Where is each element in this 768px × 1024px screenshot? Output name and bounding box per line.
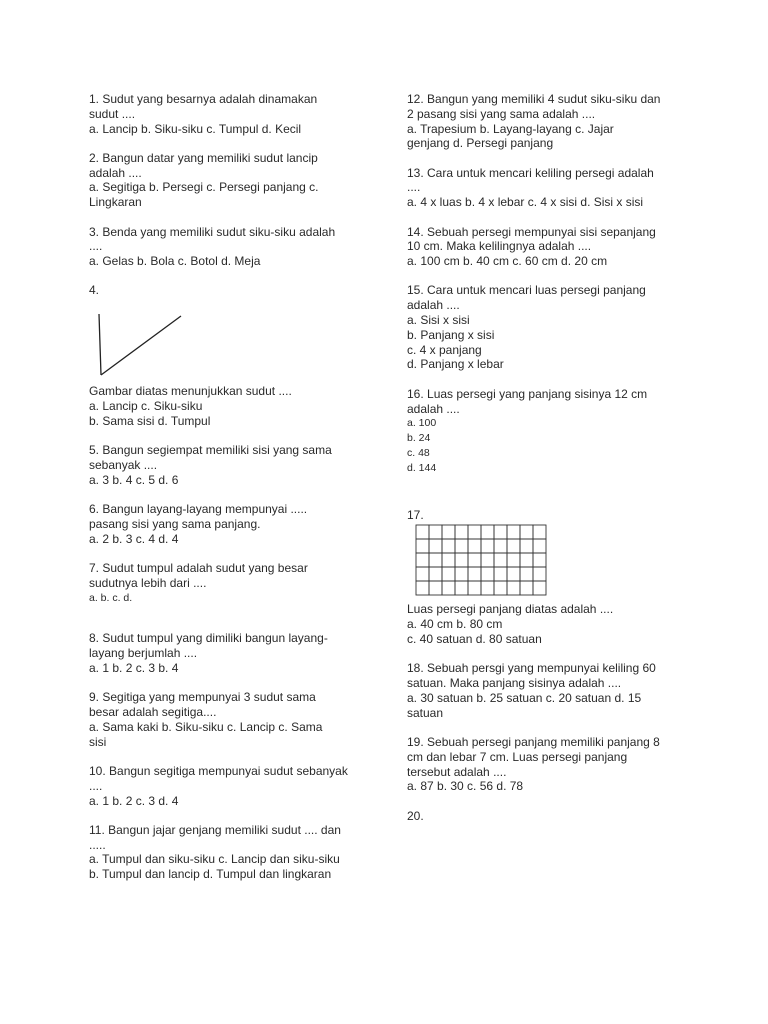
- question-18: 18. Sebuah persgi yang mempunyai keliling 60 satuan. Maka panjang sisinya adalah .... a. 30 satuan b. 25 satuan c. 20 satuan d. 15 satuan: [407, 661, 656, 720]
- grid-cell: [494, 553, 507, 567]
- angle-ray-diagonal: [101, 316, 181, 375]
- question-8: 8. Sudut tumpul yang dimiliki bangun layang- layang berjumlah .... a. 1 b. 2 c. 3 b. 4: [89, 631, 328, 675]
- question-4-number: 4.: [89, 283, 100, 298]
- grid-cell: [520, 581, 533, 595]
- grid-cell: [481, 525, 494, 539]
- grid-cell: [416, 567, 429, 581]
- left-column: [89, 92, 369, 896]
- grid-cell: [507, 553, 520, 567]
- question-10: 10. Bangun segitiga mempunyai sudut sebanyak .... a. 1 b. 2 c. 3 d. 4: [89, 763, 348, 808]
- angle-ray-vertical: [99, 314, 101, 375]
- grid-cell: [533, 539, 546, 553]
- question-13: 13. Cara untuk mencari keliling persegi adalah .... a. 4 x luas b. 4 x lebar c. 4 x sisi d. Sisi x sisi: [407, 165, 654, 210]
- grid-cell: [494, 539, 507, 553]
- right-column: [407, 92, 677, 838]
- question-2: 2. Bangun datar yang memiliki sudut lancip adalah .... a. Segitiga b. Persegi c. Persegi panjang c. Lingkaran: [89, 150, 319, 210]
- grid-cell: [520, 553, 533, 567]
- question-17: 17. Luas persegi panjang diatas adalah .... a. 40 cm b. 80 cm c. 40 satuan d. 80 satuan: [407, 508, 677, 647]
- grid-cell: [442, 553, 455, 567]
- grid-cell: [442, 567, 455, 581]
- grid-cell: [481, 539, 494, 553]
- question-12: 12. Bangun yang memiliki 4 sudut siku-siku dan 2 pasang sisi yang sama adalah .... a. Trapesium b. Layang-layang c. Jajar genjang d. Persegi panjang: [407, 92, 661, 151]
- grid-cell: [416, 553, 429, 567]
- grid-cell: [494, 525, 507, 539]
- question-4-text: Gambar diatas menunjukkan sudut .... a. Lancip c. Siku-siku b. Sama sisi d. Tumpul: [89, 384, 292, 428]
- grid-cell: [494, 567, 507, 581]
- question-14: 14. Sebuah persegi mempunyai sisi sepanjang 10 cm. Maka kelilingnya adalah .... a. 100 cm b. 40 cm c. 60 cm d. 20 cm: [407, 224, 656, 269]
- grid-cell: [429, 553, 442, 567]
- grid-cell: [481, 553, 494, 567]
- grid-cell: [455, 567, 468, 581]
- question-9: 9. Segitiga yang mempunyai 3 sudut sama besar adalah segitiga.... a. Sama kaki b. Siku-siku c. Lancip c. Sama sisi: [89, 690, 323, 749]
- question-16: 16. Luas persegi yang panjang sisinya 12 cm adalah .... a. 100 b. 24 c. 48 d. 144: [407, 386, 648, 474]
- question-3: 3. Benda yang memiliki sudut siku-siku adalah .... a. Gelas b. Bola c. Botol d. Meja: [89, 224, 336, 269]
- grid-cell: [533, 553, 546, 567]
- grid-cell: [442, 539, 455, 553]
- grid-cell: [481, 581, 494, 595]
- question-17-number: 17.: [407, 507, 424, 522]
- grid-cell: [429, 525, 442, 539]
- grid-cell: [442, 525, 455, 539]
- grid-cell: [416, 525, 429, 539]
- grid-cell: [468, 539, 481, 553]
- question-19: 19. Sebuah persegi panjang memiliki panjang 8 cm dan lebar 7 cm. Luas persegi panjang tersebut adalah .... a. 87 b. 30 c. 56 d. 78: [407, 734, 660, 794]
- question-1: 1. Sudut yang besarnya adalah dinamakan sudut .... a. Lancip b. Siku-siku c. Tumpul d. Kecil: [89, 92, 318, 136]
- grid-cell: [520, 539, 533, 553]
- grid-cell: [455, 581, 468, 595]
- grid-cell: [533, 581, 546, 595]
- grid-cell: [533, 525, 546, 539]
- grid-cell: [468, 553, 481, 567]
- grid-cell: [442, 581, 455, 595]
- grid-cell: [416, 581, 429, 595]
- grid-cell: [507, 525, 520, 539]
- question-4: [89, 283, 369, 378]
- grid-cell: [468, 567, 481, 581]
- grid-cell: [455, 553, 468, 567]
- rectangle-grid-figure: [415, 524, 549, 598]
- grid-cell: [429, 539, 442, 553]
- grid-cell: [507, 567, 520, 581]
- angle-figure: [95, 312, 185, 378]
- grid-cell: [507, 581, 520, 595]
- grid-cell: [481, 567, 494, 581]
- grid-cell: [455, 539, 468, 553]
- question-15: 15. Cara untuk mencari luas persegi panjang adalah .... a. Sisi x sisi b. Panjang x sisi c. 4 x panjang d. Panjang x lebar: [407, 283, 646, 372]
- grid-cell: [468, 525, 481, 539]
- grid-cell: [429, 567, 442, 581]
- question-7: 7. Sudut tumpul adalah sudut yang besar sudutnya lebih dari .... a. b. c. d.: [89, 560, 308, 604]
- question-6: 6. Bangun layang-layang mempunyai ..... pasang sisi yang sama panjang. a. 2 b. 3 c. 4 d. 4: [89, 502, 308, 546]
- grid-cell: [533, 567, 546, 581]
- grid-cell: [494, 581, 507, 595]
- question-5: 5. Bangun segiempat memiliki sisi yang sama sebanyak .... a. 3 b. 4 c. 5 d. 6: [89, 443, 332, 487]
- grid-cell: [520, 525, 533, 539]
- question-11: 11. Bangun jajar genjang memiliki sudut .... dan ..... a. Tumpul dan siku-siku c. Lancip dan siku-siku b. Tumpul dan lancip d. Tumpul dan lingkaran: [89, 822, 341, 882]
- grid-cell: [507, 539, 520, 553]
- grid-cell: [455, 525, 468, 539]
- grid-cell: [468, 581, 481, 595]
- grid-cell: [520, 567, 533, 581]
- grid-cell: [429, 581, 442, 595]
- grid-cell: [416, 539, 429, 553]
- question-20: 20.: [407, 808, 424, 823]
